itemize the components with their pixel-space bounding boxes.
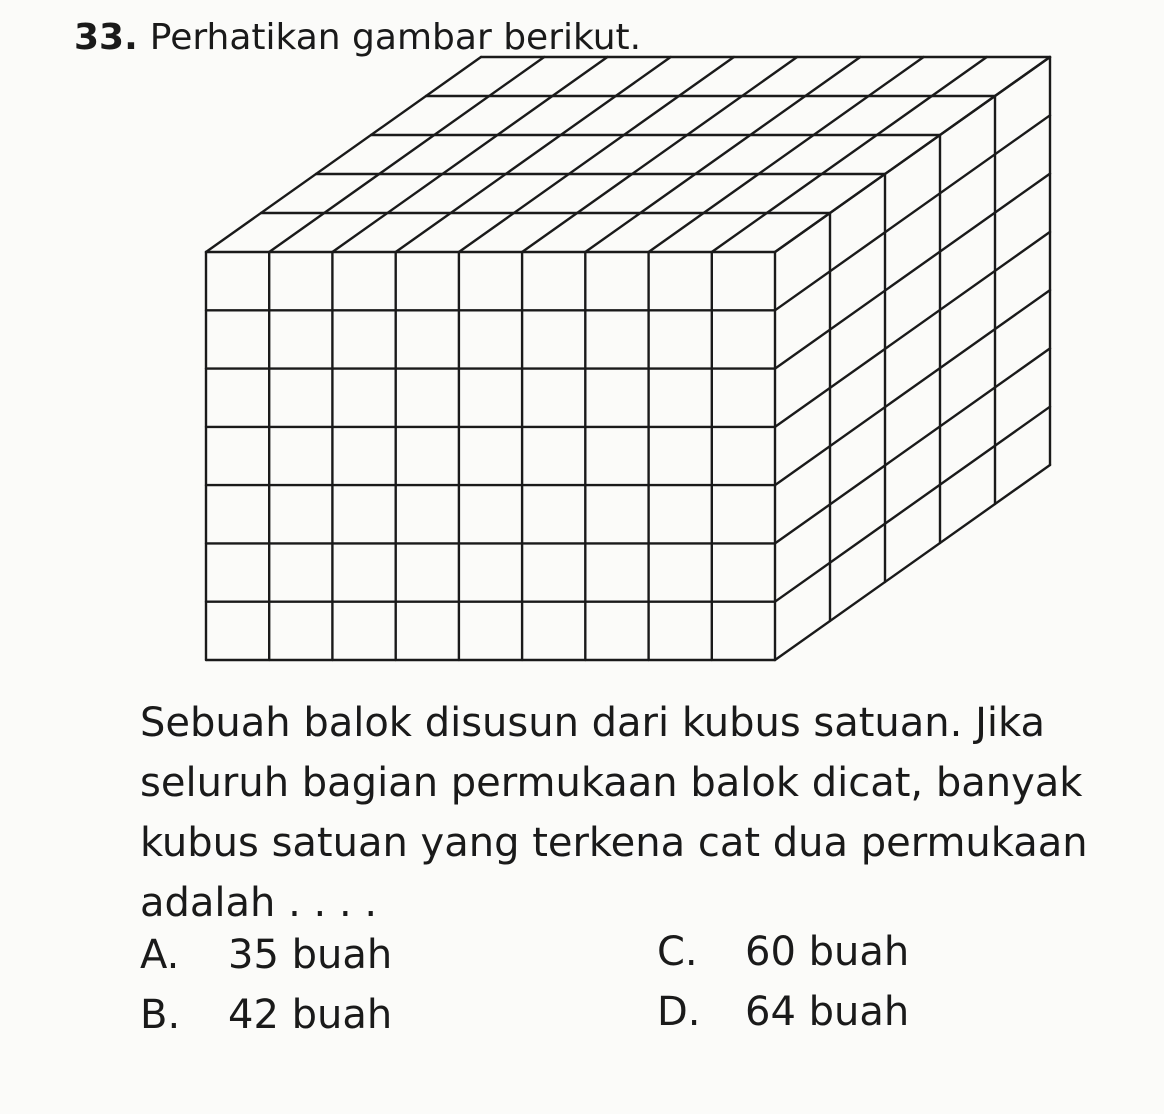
option-b-letter: B. — [140, 992, 181, 1038]
side-depth-line — [775, 465, 1050, 660]
option-a-text: 35 buah — [228, 932, 393, 978]
option-c[interactable] — [657, 927, 909, 977]
side-depth-line — [775, 232, 1050, 427]
option-a-letter: A. — [140, 932, 180, 978]
question-line-2: seluruh bagian permukaan balok dicat, banyak — [140, 760, 1083, 806]
question-body — [140, 693, 1130, 933]
side-depth-line — [775, 290, 1050, 485]
top-depth-line — [649, 57, 924, 252]
top-depth-line — [396, 57, 671, 252]
top-depth-line — [585, 57, 860, 252]
option-c-letter: C. — [657, 929, 698, 975]
side-depth-line — [775, 407, 1050, 602]
option-b[interactable] — [140, 990, 392, 1040]
option-d-text: 64 buah — [745, 989, 910, 1035]
side-depth-line — [775, 174, 1050, 369]
side-depth-line — [775, 57, 1050, 252]
question-line-1: Sebuah balok disusun dari kubus satuan. Jika — [140, 700, 1045, 746]
top-depth-line — [459, 57, 734, 252]
question-prompt: Perhatikan gambar berikut. — [149, 17, 642, 58]
top-depth-line — [522, 57, 797, 252]
option-c-text: 60 buah — [745, 929, 910, 975]
question-number: 33. — [74, 17, 138, 58]
option-d[interactable] — [657, 987, 909, 1037]
question-line-3: kubus satuan yang terkena cat dua permukaan — [140, 820, 1088, 866]
option-d-letter: D. — [657, 989, 701, 1035]
top-depth-line — [206, 57, 481, 252]
option-b-text: 42 buah — [228, 992, 393, 1038]
top-depth-line — [712, 57, 987, 252]
top-depth-line — [269, 57, 544, 252]
side-depth-line — [775, 348, 1050, 543]
option-a[interactable] — [140, 930, 392, 980]
top-depth-line — [332, 57, 607, 252]
question-line-4: adalah . . . . — [140, 880, 378, 926]
